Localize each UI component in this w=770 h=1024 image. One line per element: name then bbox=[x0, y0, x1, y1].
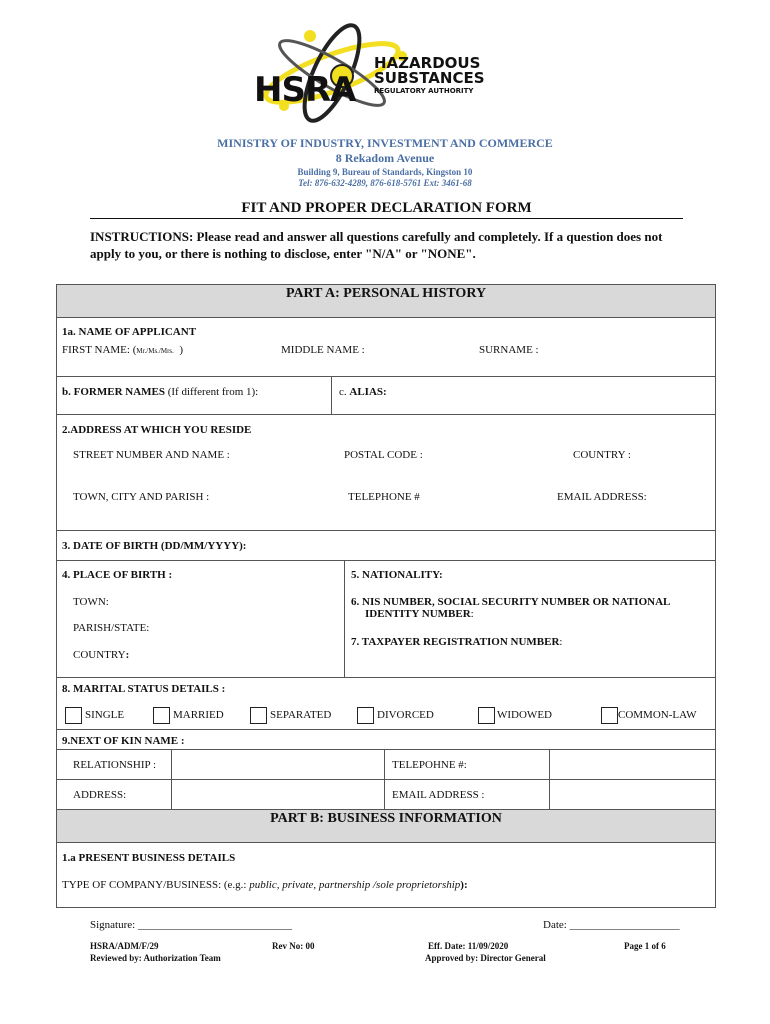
company-type-examples: public, private, partnership /sole proprietorship bbox=[249, 879, 461, 891]
trn-field[interactable] bbox=[351, 636, 562, 648]
effective-date: Eff. Date: 11/09/2020 bbox=[428, 941, 509, 951]
single-option-label: SINGLE bbox=[85, 709, 125, 721]
divider bbox=[57, 729, 715, 730]
alias-prefix: c. bbox=[339, 386, 350, 398]
first-name-label: FIRST NAME: ( bbox=[62, 344, 137, 356]
divider bbox=[57, 414, 715, 415]
postal-code-field[interactable]: POSTAL CODE : bbox=[344, 449, 423, 461]
divider bbox=[57, 677, 715, 678]
salutation-label: Mr./Ms./Mrs. bbox=[136, 347, 174, 355]
trn-label: 7. TAXPAYER REGISTRATION NUMBER bbox=[351, 636, 560, 648]
town-city-parish-field[interactable]: TOWN, CITY AND PARISH : bbox=[73, 491, 210, 503]
birth-parish-field[interactable]: PARISH/STATE: bbox=[73, 622, 150, 634]
logo-line3: REGULATORY AUTHORITY bbox=[374, 87, 474, 95]
logo-acronym: HSRA bbox=[254, 70, 356, 110]
middle-name-field[interactable]: MIDDLE NAME : bbox=[281, 344, 365, 356]
nok-telephone-label: TELEPOHNE #: bbox=[392, 759, 467, 771]
common-law-checkbox[interactable] bbox=[601, 707, 618, 724]
page-number: Page 1 of 6 bbox=[624, 941, 666, 951]
separated-option-label: SEPARATED bbox=[270, 709, 332, 721]
trn-colon: : bbox=[559, 636, 563, 648]
part-a-title: PART A: PERSONAL HISTORY bbox=[285, 286, 487, 301]
part-a-header bbox=[57, 285, 715, 317]
surname-field[interactable]: SURNAME : bbox=[479, 344, 539, 356]
alias-label: ALIAS: bbox=[349, 386, 387, 398]
form-title: FIT AND PROPER DECLARATION FORM bbox=[90, 200, 683, 219]
email-field[interactable]: EMAIL ADDRESS: bbox=[557, 491, 647, 503]
nok-email-label: EMAIL ADDRESS : bbox=[392, 789, 485, 801]
widowed-checkbox[interactable] bbox=[478, 707, 495, 724]
next-of-kin-heading: 9.NEXT OF KIN NAME : bbox=[62, 735, 185, 747]
ministry-building: Building 9, Bureau of Standards, Kingston 10 bbox=[297, 167, 473, 177]
nok-telephone-input[interactable] bbox=[550, 750, 714, 778]
nok-email-input[interactable] bbox=[550, 780, 714, 808]
street-field[interactable]: STREET NUMBER AND NAME : bbox=[73, 449, 230, 461]
part-b-header bbox=[57, 810, 715, 842]
form-instructions: INSTRUCTIONS: Please read and answer all questions carefully and completely. If a question does not apply to you, or there is nothing to disclose, enter "N/A" or "NONE". bbox=[90, 229, 663, 261]
divider bbox=[57, 560, 715, 561]
divider bbox=[57, 530, 715, 531]
widowed-option-label: WIDOWED bbox=[497, 709, 552, 721]
nok-address-input[interactable] bbox=[172, 780, 383, 808]
divorced-checkbox[interactable] bbox=[357, 707, 374, 724]
company-type-field[interactable] bbox=[62, 879, 468, 891]
common-law-option-label: COMMON-LAW bbox=[618, 709, 697, 721]
ministry-street: 8 Rekadom Avenue bbox=[335, 151, 435, 165]
part-b-title: PART B: BUSINESS INFORMATION bbox=[270, 811, 502, 826]
ministry-telephone: Tel: 876-632-4289, 876-618-5761 Ext: 3461-68 bbox=[298, 178, 472, 188]
nis-colon: : bbox=[470, 608, 474, 620]
former-names-field[interactable] bbox=[62, 386, 258, 398]
nis-number-field[interactable] bbox=[351, 596, 670, 620]
divorced-option-label: DIVORCED bbox=[377, 709, 434, 721]
ministry-name: MINISTRY OF INDUSTRY, INVESTMENT AND COMMERCE bbox=[217, 136, 553, 150]
birth-country-colon: : bbox=[125, 649, 130, 661]
former-names-note: (If different from 1): bbox=[164, 386, 259, 398]
former-b: b bbox=[62, 386, 69, 398]
former-names-label: . FORMER NAMES bbox=[68, 386, 165, 398]
divider bbox=[331, 376, 332, 414]
revision-number: Rev No: 00 bbox=[272, 941, 315, 951]
document-code: HSRA/ADM/F/29 bbox=[90, 941, 159, 951]
present-business-heading: 1.a PRESENT BUSINESS DETAILS bbox=[62, 852, 236, 864]
nok-address-label: ADDRESS: bbox=[73, 789, 127, 801]
alias-field[interactable] bbox=[339, 386, 387, 398]
birth-country-field[interactable] bbox=[73, 649, 129, 661]
nis-line2: IDENTITY NUMBER bbox=[365, 608, 471, 620]
approved-by: Approved by: Director General bbox=[425, 953, 546, 963]
date-field[interactable]: Date: ____________________ bbox=[543, 919, 680, 931]
relationship-label: RELATIONSHIP : bbox=[73, 759, 157, 771]
address-heading: 2.ADDRESS AT WHICH YOU RESIDE bbox=[62, 424, 252, 436]
name-heading: 1a. NAME OF APPLICANT bbox=[62, 326, 197, 338]
divider bbox=[57, 842, 715, 843]
first-name-close: ) bbox=[179, 344, 184, 356]
divider bbox=[57, 317, 715, 318]
divider bbox=[344, 560, 345, 677]
company-type-label: TYPE OF COMPANY/BUSINESS: (e.g.: bbox=[62, 879, 250, 891]
declaration-table bbox=[56, 284, 716, 908]
nationality-field[interactable]: 5. NATIONALITY: bbox=[351, 569, 443, 581]
telephone-field[interactable]: TELEPHONE # bbox=[348, 491, 420, 503]
married-option-label: MARRIED bbox=[173, 709, 224, 721]
hsra-logo bbox=[252, 18, 492, 128]
relationship-input[interactable] bbox=[172, 750, 383, 778]
marital-status-heading: 8. MARITAL STATUS DETAILS : bbox=[62, 683, 226, 695]
country-field[interactable]: COUNTRY : bbox=[573, 449, 631, 461]
logo-line2: SUBSTANCES bbox=[374, 69, 485, 87]
company-type-close: ): bbox=[460, 879, 468, 891]
birth-town-field[interactable]: TOWN: bbox=[73, 596, 109, 608]
date-of-birth-field[interactable]: 3. DATE OF BIRTH (DD/MM/YYYY): bbox=[62, 540, 247, 552]
birth-country-label: COUNTRY bbox=[73, 649, 126, 661]
married-checkbox[interactable] bbox=[153, 707, 170, 724]
reviewed-by: Reviewed by: Authorization Team bbox=[90, 953, 221, 963]
divider bbox=[57, 376, 715, 377]
signature-field[interactable]: Signature: ____________________________ bbox=[90, 919, 292, 931]
first-name-field[interactable] bbox=[62, 344, 183, 356]
single-checkbox[interactable] bbox=[65, 707, 82, 724]
place-of-birth-heading: 4. PLACE OF BIRTH : bbox=[62, 569, 173, 581]
nis-line1: 6. NIS NUMBER, SOCIAL SECURITY NUMBER OR NATIONAL bbox=[351, 596, 671, 608]
separated-checkbox[interactable] bbox=[250, 707, 267, 724]
logo-line1: HAZARDOUS bbox=[374, 54, 481, 72]
